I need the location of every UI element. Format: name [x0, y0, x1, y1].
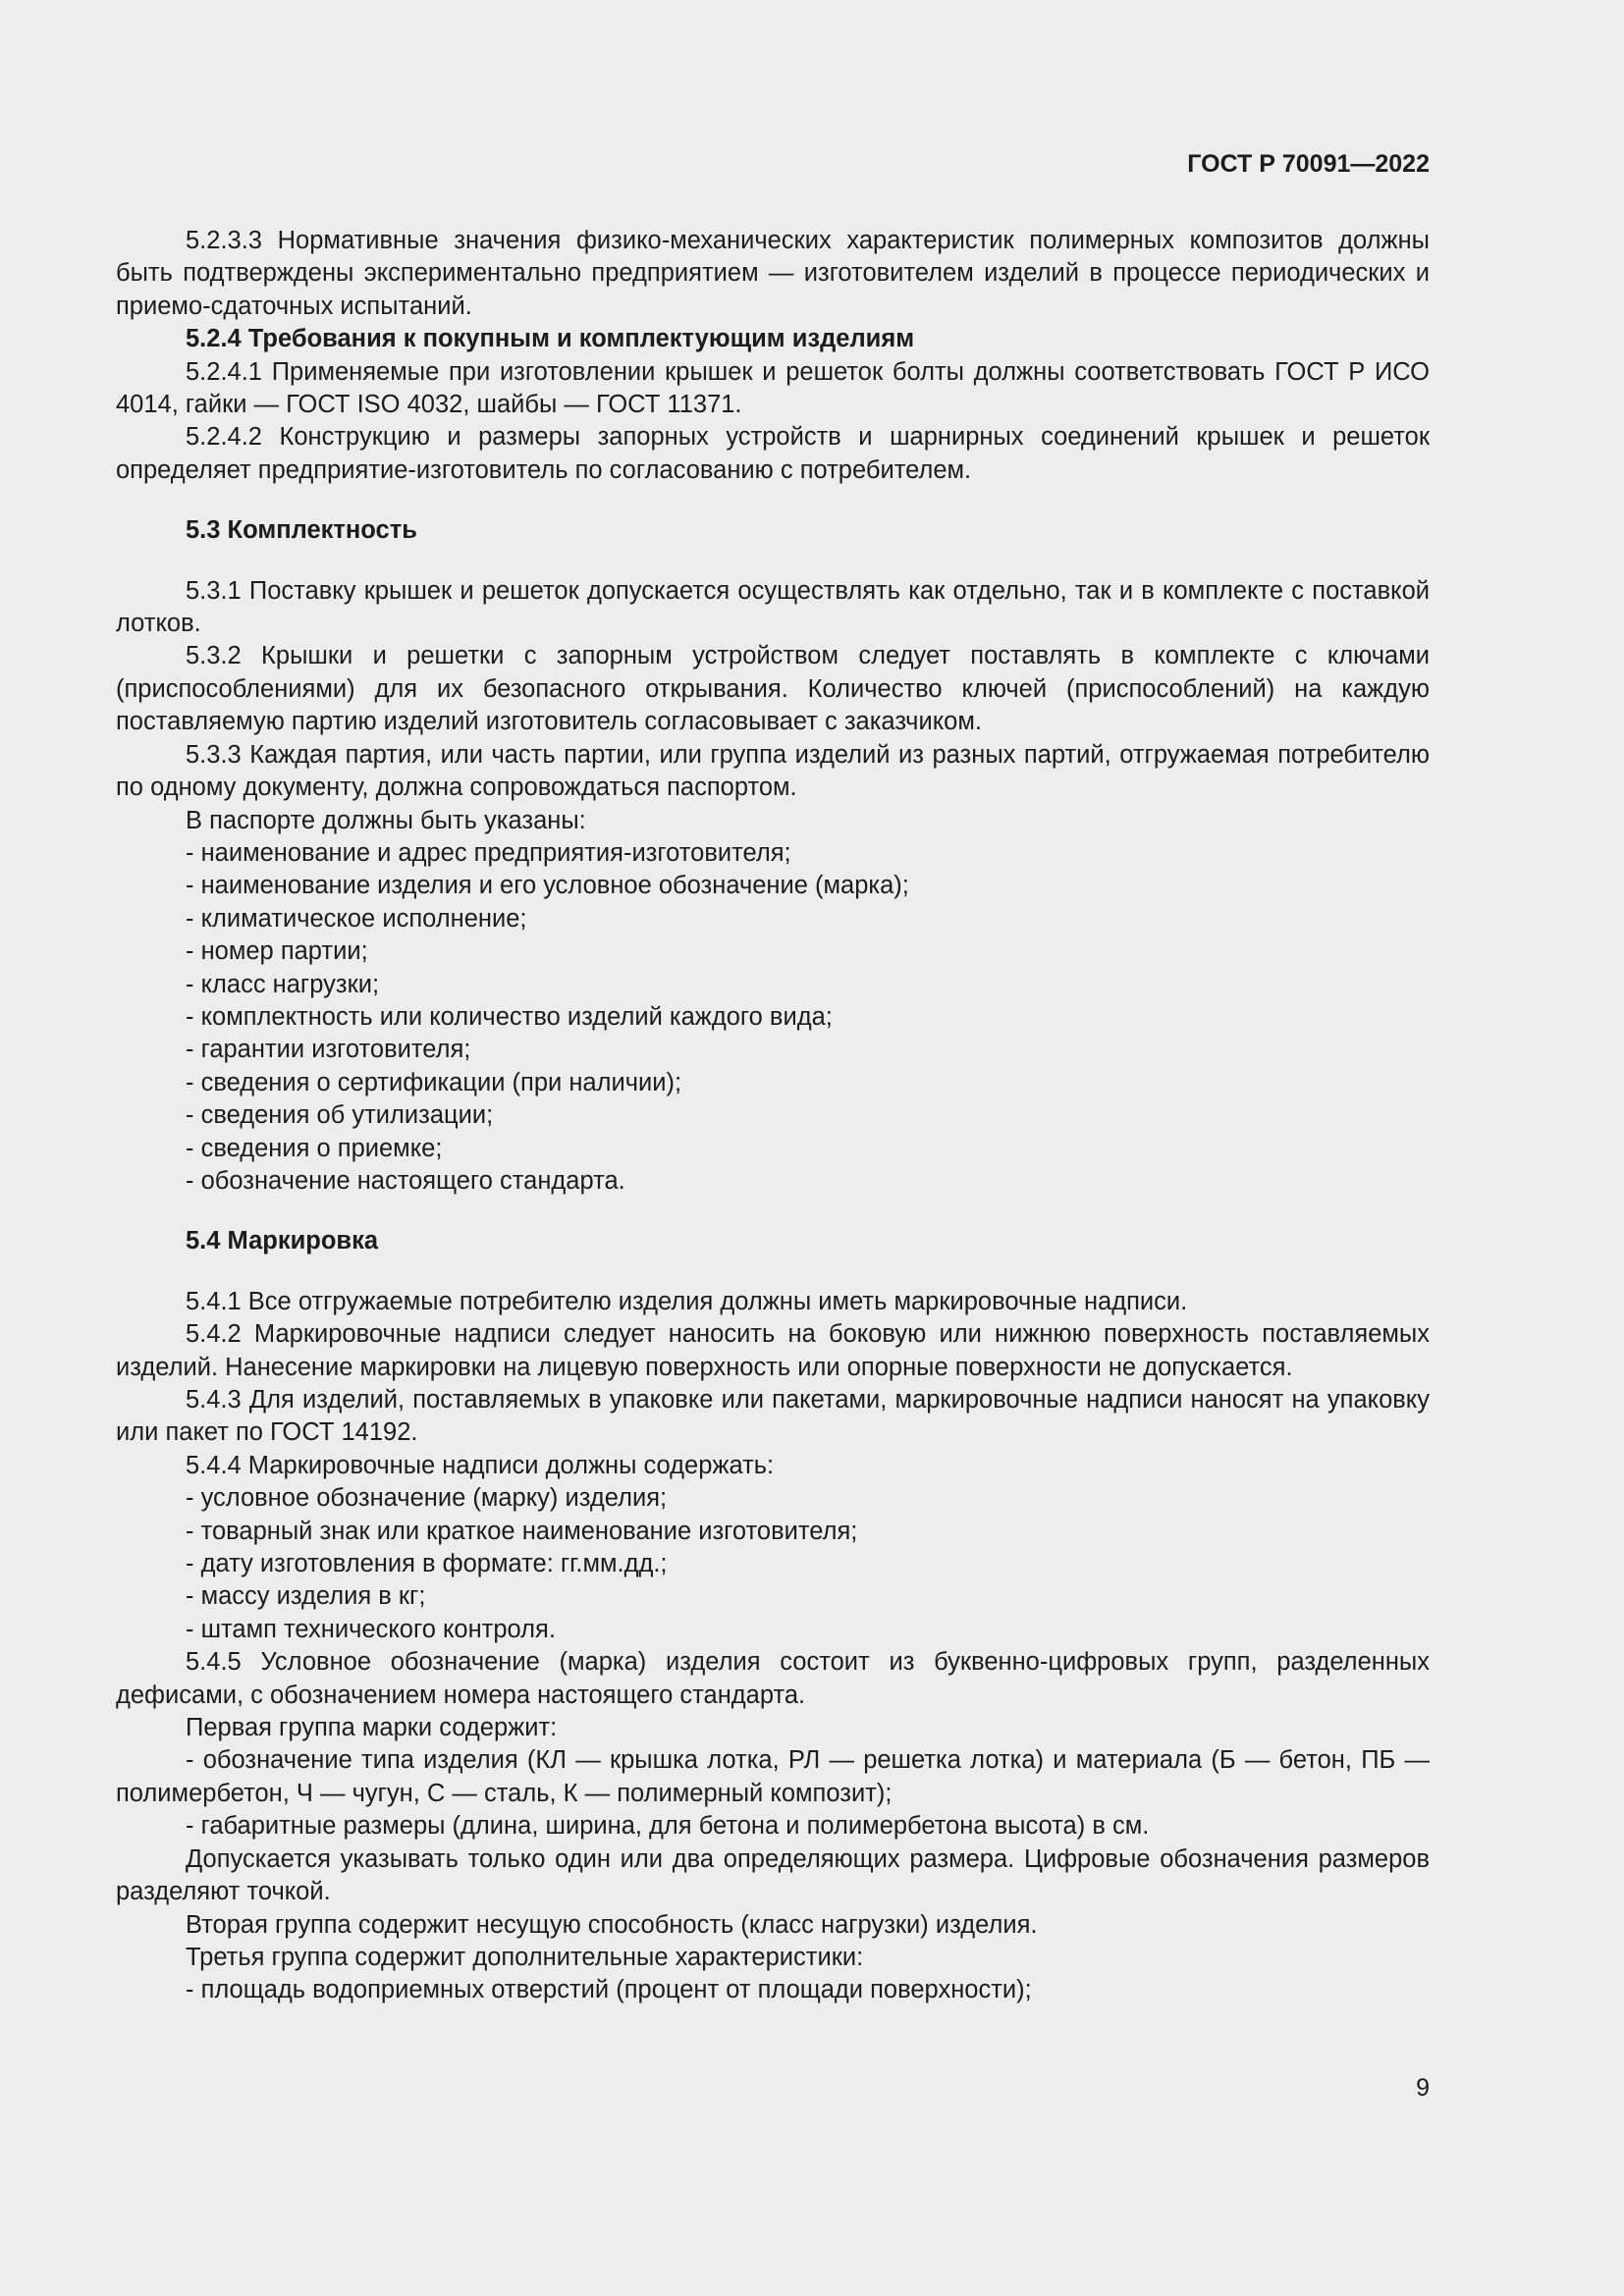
subsection-heading-5-2-4: 5.2.4 Требования к покупным и комплектующим изделиям [186, 325, 915, 353]
list-item: - номер партии; [186, 937, 368, 966]
second-group-text: Вторая группа содержит несущую способность (класс нагрузки) изделия. [186, 1910, 1038, 1939]
list-item: - наименование и адрес предприятия-изготовителя; [186, 838, 791, 867]
list-item: - обозначение настоящего стандарта. [186, 1166, 625, 1195]
list-item: - класс нагрузки; [186, 970, 380, 998]
paragraph-5-4-2: 5.4.2 Маркировочные надписи следует наносить на боковую или нижнюю поверхность поставляемых изделий. Нанесение маркировки на лицевую поверхность или опорные поверхности не допускается. [116, 1320, 1430, 1381]
passport-intro: В паспорте должны быть указаны: [186, 806, 586, 834]
paragraph-5-3-2: 5.3.2 Крышки и решетки с запорным устройством следует поставлять в комплекте с ключами (приспособлениями) для их безопасного открывания. Количество ключей (приспособлений) на каждую поставляемую партию изделий изготовитель согласовывает с заказчиком. [116, 642, 1430, 736]
list-item: - штамп технического контроля. [186, 1615, 556, 1643]
paragraph-5-4-5: 5.4.5 Условное обозначение (марка) изделия состоит из буквенно-цифровых групп, разделенных дефисами, с обозначением номера настоящего стандарта. [116, 1648, 1430, 1709]
list-item: - сведения об утилизации; [186, 1101, 494, 1130]
list-item: - дату изготовления в формате: гг.мм.дд.; [186, 1550, 668, 1578]
list-item: - комплектность или количество изделий каждого вида; [186, 1002, 833, 1031]
list-item: - сведения о приемке; [186, 1134, 443, 1162]
section-heading-5-4: 5.4 Маркировка [186, 1227, 379, 1255]
paragraph-5-3-3: 5.3.3 Каждая партия, или часть партии, или группа изделий из разных партий, отгружаемая потребителю по одному документу, должна сопровождаться паспортом. [116, 740, 1430, 802]
paragraph-5-4-1: 5.4.1 Все отгружаемые потребителю изделия должны иметь маркировочные надписи. [186, 1287, 1188, 1315]
list-item: - сведения о сертификации (при наличии); [186, 1068, 682, 1096]
paragraph-5-2-3-3: 5.2.3.3 Нормативные значения физико-механических характеристик полимерных композитов должны быть подтверждены экспериментально предприятием — изготовителем изделий в процессе периодических и приемо-сдаточных испытаний. [116, 227, 1430, 320]
first-group-intro: Первая группа марки содержит: [186, 1714, 558, 1742]
list-item: - климатическое исполнение; [186, 904, 527, 933]
list-item: - площадь водоприемных отверстий (процент от площади поверхности); [186, 1976, 1032, 2004]
paragraph-5-2-4-2: 5.2.4.2 Конструкцию и размеры запорных устройств и шарнирных соединений крышек и решеток определяет предприятие-изготовитель по согласованию с потребителем. [116, 423, 1430, 484]
list-item: - условное обозначение (марку) изделия; [186, 1484, 668, 1513]
page-number: 9 [1416, 2074, 1430, 2102]
list-item: - массу изделия в кг; [186, 1582, 426, 1611]
paragraph-5-2-4-1: 5.2.4.1 Применяемые при изготовлении крышек и решеток болты должны соответствовать ГОСТ Р ИСО 4014, гайки — ГОСТ ISO 4032, шайбы — ГОСТ 11371. [116, 357, 1430, 419]
paragraph-5-3-1: 5.3.1 Поставку крышек и решеток допускается осуществлять как отдельно, так и в комплекте с поставкой лотков. [116, 576, 1430, 638]
paragraph-size-note: Допускается указывать только один или два определяющих размера. Цифровые обозначения размеров разделяют точкой. [116, 1844, 1430, 1906]
list-item: - гарантии изготовителя; [186, 1036, 471, 1064]
section-heading-5-3: 5.3 Комплектность [186, 516, 417, 545]
list-item: - наименование изделия и его условное обозначение (марка); [186, 872, 909, 900]
third-group-intro: Третья группа содержит дополнительные характеристики: [186, 1943, 864, 1971]
document-body [116, 225, 1430, 2007]
paragraph-5-4-3: 5.4.3 Для изделий, поставляемых в упаковке или пакетами, маркировочные надписи наносят на упаковку или пакет по ГОСТ 14192. [116, 1386, 1430, 1447]
list-item: - габаритные размеры (длина, ширина, для бетона и полимербетона высота) в см. [186, 1812, 1150, 1841]
list-item-wrapped: - обозначение типа изделия (КЛ — крышка лотка, РЛ — решетка лотка) и материала (Б — бетон, ПБ — полимербетон, Ч — чугун, С — сталь, К — полимерный композит); [116, 1746, 1430, 1807]
list-item: - товарный знак или краткое наименование изготовителя; [186, 1517, 858, 1545]
paragraph-5-4-4: 5.4.4 Маркировочные надписи должны содержать: [186, 1451, 775, 1479]
document-header: ГОСТ Р 70091—2022 [1187, 150, 1430, 178]
